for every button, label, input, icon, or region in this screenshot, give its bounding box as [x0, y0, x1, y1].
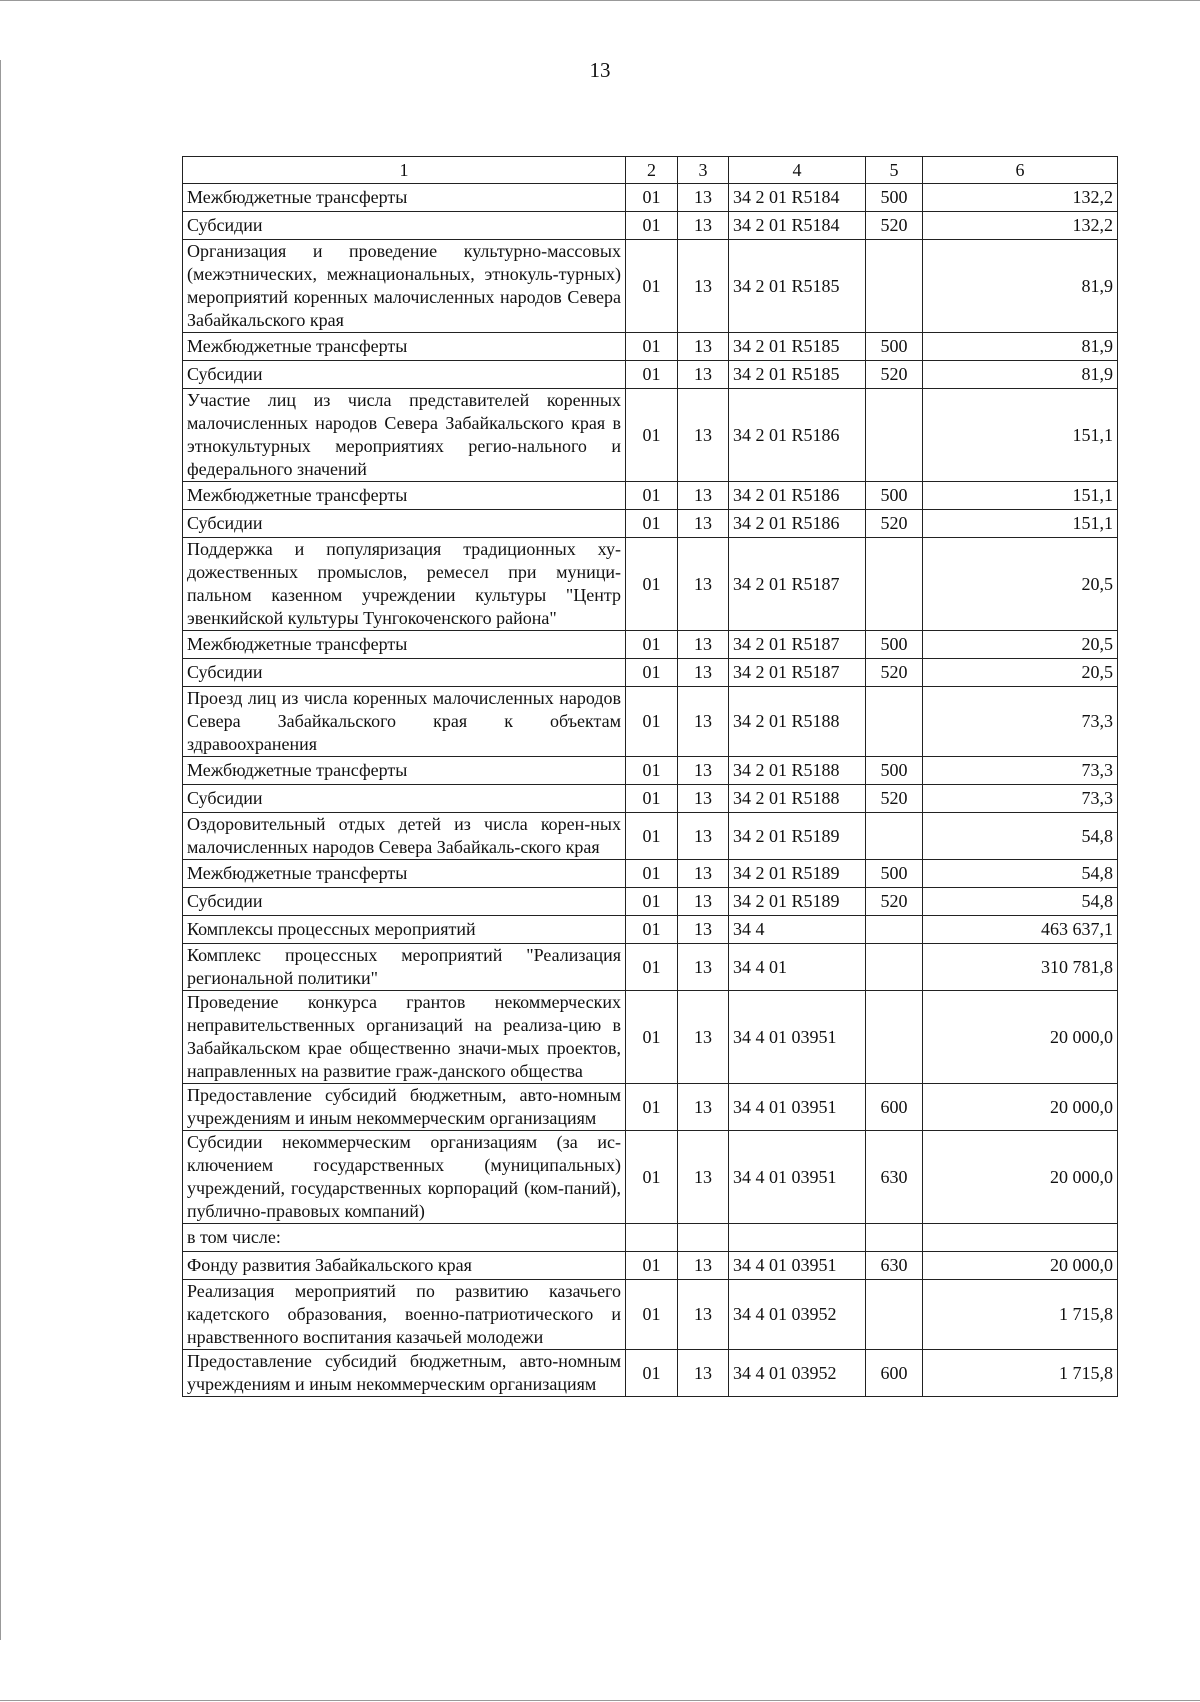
row-target-code: 34 4 01 03952 [729, 1350, 866, 1397]
row-subsection: 13 [678, 482, 729, 510]
row-target-code: 34 2 01 R5184 [729, 184, 866, 212]
row-target-code: 34 2 01 R5186 [729, 482, 866, 510]
row-target-code: 34 2 01 R5185 [729, 240, 866, 333]
row-subsection: 13 [678, 389, 729, 482]
row-section: 01 [626, 389, 678, 482]
row-subsection: 13 [678, 813, 729, 860]
table-row [183, 944, 1118, 991]
row-expense-type: 630 [866, 1252, 923, 1280]
row-subsection: 13 [678, 785, 729, 813]
row-target-code: 34 2 01 R5184 [729, 212, 866, 240]
row-name: Межбюджетные трансферты [183, 631, 626, 659]
row-section: 01 [626, 991, 678, 1084]
row-target-code: 34 2 01 R5188 [729, 757, 866, 785]
row-expense-type [866, 389, 923, 482]
row-target-code: 34 4 01 [729, 944, 866, 991]
row-amount: 151,1 [923, 482, 1118, 510]
row-name: Проезд лиц из числа коренных малочисленных народов Севера Забайкальского края к объектам здравоохранения [183, 687, 626, 757]
table-row [183, 1224, 1118, 1252]
row-section: 01 [626, 1084, 678, 1131]
row-amount: 463 637,1 [923, 916, 1118, 944]
row-expense-type: 520 [866, 361, 923, 389]
table-header-row [183, 157, 1118, 184]
row-target-code: 34 2 01 R5189 [729, 888, 866, 916]
table-row [183, 659, 1118, 687]
row-name: Субсидии некоммерческим организациям (за ис-ключением государственных (муниципальных) учреждений, государственных корпораций (ком-паний), публично-правовых компаний) [183, 1131, 626, 1224]
row-expense-type: 600 [866, 1084, 923, 1131]
row-name: Проведение конкурса грантов некоммерческих неправительственных организаций на реализа-цию в Забайкальском крае общественно значи-мых проектов, направленных на развитие граж-данского общества [183, 991, 626, 1084]
row-section: 01 [626, 1131, 678, 1224]
row-target-code: 34 4 01 03951 [729, 1131, 866, 1224]
header-col-3: 3 [678, 157, 729, 184]
row-name: Субсидии [183, 361, 626, 389]
row-amount: 151,1 [923, 389, 1118, 482]
row-amount [923, 1224, 1118, 1252]
row-target-code: 34 2 01 R5189 [729, 813, 866, 860]
row-name: Субсидии [183, 510, 626, 538]
row-expense-type [866, 991, 923, 1084]
row-amount: 73,3 [923, 757, 1118, 785]
row-section: 01 [626, 916, 678, 944]
row-target-code: 34 4 01 03951 [729, 1252, 866, 1280]
table-row [183, 482, 1118, 510]
budget-table-container [182, 156, 1118, 1397]
row-subsection: 13 [678, 687, 729, 757]
row-amount: 54,8 [923, 888, 1118, 916]
header-col-2: 2 [626, 157, 678, 184]
row-expense-type: 520 [866, 785, 923, 813]
scan-bottom-edge [0, 1700, 1200, 1701]
row-target-code: 34 4 01 03951 [729, 991, 866, 1084]
table-row [183, 916, 1118, 944]
row-amount: 20 000,0 [923, 1131, 1118, 1224]
table-row [183, 888, 1118, 916]
budget-table [182, 156, 1118, 1397]
row-expense-type [866, 813, 923, 860]
row-amount: 81,9 [923, 361, 1118, 389]
row-expense-type: 630 [866, 1131, 923, 1224]
row-section: 01 [626, 944, 678, 991]
row-subsection: 13 [678, 510, 729, 538]
header-col-6: 6 [923, 157, 1118, 184]
row-subsection [678, 1224, 729, 1252]
row-expense-type: 500 [866, 631, 923, 659]
row-name: Реализация мероприятий по развитию казачьего кадетского образования, военно-патриотического и нравственного воспитания казачьей молодежи [183, 1280, 626, 1350]
row-section: 01 [626, 1252, 678, 1280]
row-expense-type [866, 944, 923, 991]
row-amount: 132,2 [923, 184, 1118, 212]
header-col-1: 1 [183, 157, 626, 184]
row-subsection: 13 [678, 757, 729, 785]
table-row [183, 212, 1118, 240]
row-subsection: 13 [678, 333, 729, 361]
table-row [183, 240, 1118, 333]
table-row [183, 333, 1118, 361]
row-subsection: 13 [678, 1350, 729, 1397]
scan-top-edge [0, 0, 1200, 1]
row-name: Субсидии [183, 888, 626, 916]
row-section: 01 [626, 240, 678, 333]
row-section: 01 [626, 659, 678, 687]
row-amount: 54,8 [923, 860, 1118, 888]
row-expense-type: 600 [866, 1350, 923, 1397]
page-number: 13 [589, 58, 611, 82]
row-section: 01 [626, 888, 678, 916]
row-name: Поддержка и популяризация традиционных ху-дожественных промыслов, ремесел при муници-пальном казенном учреждении культуры "Центр эвенкийской культуры Тунгокоченского района" [183, 538, 626, 631]
row-section [626, 1224, 678, 1252]
row-name: Комплексы процессных мероприятий [183, 916, 626, 944]
table-row [183, 860, 1118, 888]
table-row [183, 1252, 1118, 1280]
row-expense-type [866, 1224, 923, 1252]
row-section: 01 [626, 687, 678, 757]
row-section: 01 [626, 333, 678, 361]
row-expense-type [866, 1280, 923, 1350]
row-amount: 54,8 [923, 813, 1118, 860]
row-subsection: 13 [678, 631, 729, 659]
row-expense-type [866, 240, 923, 333]
row-amount: 81,9 [923, 333, 1118, 361]
table-row [183, 1131, 1118, 1224]
row-section: 01 [626, 631, 678, 659]
row-subsection: 13 [678, 240, 729, 333]
row-subsection: 13 [678, 659, 729, 687]
table-row [183, 184, 1118, 212]
row-subsection: 13 [678, 538, 729, 631]
row-expense-type: 520 [866, 659, 923, 687]
row-name: Участие лиц из числа представителей коренных малочисленных народов Севера Забайкальского края в этнокультурных мероприятиях регио-нального и федерального значений [183, 389, 626, 482]
row-section: 01 [626, 212, 678, 240]
row-amount: 20,5 [923, 631, 1118, 659]
row-target-code: 34 4 01 03952 [729, 1280, 866, 1350]
row-expense-type: 500 [866, 482, 923, 510]
row-target-code: 34 2 01 R5185 [729, 361, 866, 389]
header-col-4: 4 [729, 157, 866, 184]
table-row [183, 757, 1118, 785]
row-expense-type: 520 [866, 888, 923, 916]
row-subsection: 13 [678, 860, 729, 888]
row-expense-type [866, 916, 923, 944]
row-section: 01 [626, 538, 678, 631]
row-expense-type [866, 687, 923, 757]
row-name: Межбюджетные трансферты [183, 860, 626, 888]
row-section: 01 [626, 813, 678, 860]
row-target-code: 34 4 01 03951 [729, 1084, 866, 1131]
table-row [183, 1084, 1118, 1131]
row-amount: 20,5 [923, 538, 1118, 631]
table-row [183, 361, 1118, 389]
row-section: 01 [626, 757, 678, 785]
row-amount: 1 715,8 [923, 1280, 1118, 1350]
row-expense-type: 500 [866, 757, 923, 785]
row-target-code: 34 2 01 R5189 [729, 860, 866, 888]
row-section: 01 [626, 860, 678, 888]
row-name: Субсидии [183, 659, 626, 687]
row-name: Межбюджетные трансферты [183, 482, 626, 510]
table-row [183, 687, 1118, 757]
table-row [183, 785, 1118, 813]
row-target-code: 34 2 01 R5187 [729, 538, 866, 631]
header-col-5: 5 [866, 157, 923, 184]
table-row [183, 813, 1118, 860]
row-expense-type: 500 [866, 333, 923, 361]
row-section: 01 [626, 1280, 678, 1350]
table-row [183, 389, 1118, 482]
row-subsection: 13 [678, 888, 729, 916]
row-section: 01 [626, 482, 678, 510]
row-target-code: 34 2 01 R5187 [729, 631, 866, 659]
row-subsection: 13 [678, 184, 729, 212]
row-expense-type: 500 [866, 184, 923, 212]
row-subsection: 13 [678, 991, 729, 1084]
row-target-code: 34 2 01 R5185 [729, 333, 866, 361]
row-target-code: 34 2 01 R5186 [729, 389, 866, 482]
row-subsection: 13 [678, 1252, 729, 1280]
row-name: Предоставление субсидий бюджетным, авто-номным учреждениям и иным некоммерческим организациям [183, 1350, 626, 1397]
row-name: Межбюджетные трансферты [183, 757, 626, 785]
row-name: Субсидии [183, 785, 626, 813]
row-target-code: 34 2 01 R5186 [729, 510, 866, 538]
row-name: Фонду развития Забайкальского края [183, 1252, 626, 1280]
row-name: Оздоровительный отдых детей из числа корен-ных малочисленных народов Севера Забайкаль-ского края [183, 813, 626, 860]
row-name: Комплекс процессных мероприятий "Реализация региональной политики" [183, 944, 626, 991]
row-amount: 151,1 [923, 510, 1118, 538]
row-name: в том числе: [183, 1224, 626, 1252]
row-amount: 20 000,0 [923, 991, 1118, 1084]
row-section: 01 [626, 1350, 678, 1397]
row-amount: 20 000,0 [923, 1252, 1118, 1280]
row-expense-type: 500 [866, 860, 923, 888]
row-target-code: 34 4 [729, 916, 866, 944]
row-amount: 310 781,8 [923, 944, 1118, 991]
table-row [183, 631, 1118, 659]
row-name: Организация и проведение культурно-массовых (межэтнических, межнациональных, этнокуль-турных) мероприятий коренных малочисленных народов Севера Забайкальского края [183, 240, 626, 333]
row-subsection: 13 [678, 1131, 729, 1224]
row-subsection: 13 [678, 916, 729, 944]
row-section: 01 [626, 184, 678, 212]
row-expense-type [866, 538, 923, 631]
table-row [183, 538, 1118, 631]
row-amount: 73,3 [923, 687, 1118, 757]
table-row [183, 1280, 1118, 1350]
row-section: 01 [626, 510, 678, 538]
row-subsection: 13 [678, 361, 729, 389]
row-name: Межбюджетные трансферты [183, 184, 626, 212]
row-name: Субсидии [183, 212, 626, 240]
row-section: 01 [626, 785, 678, 813]
row-target-code [729, 1224, 866, 1252]
row-expense-type: 520 [866, 212, 923, 240]
row-amount: 73,3 [923, 785, 1118, 813]
row-subsection: 13 [678, 944, 729, 991]
row-expense-type: 520 [866, 510, 923, 538]
row-amount: 1 715,8 [923, 1350, 1118, 1397]
row-target-code: 34 2 01 R5188 [729, 687, 866, 757]
row-amount: 132,2 [923, 212, 1118, 240]
table-row [183, 991, 1118, 1084]
row-subsection: 13 [678, 1280, 729, 1350]
row-name: Межбюджетные трансферты [183, 333, 626, 361]
row-target-code: 34 2 01 R5187 [729, 659, 866, 687]
row-amount: 81,9 [923, 240, 1118, 333]
table-row [183, 510, 1118, 538]
row-subsection: 13 [678, 212, 729, 240]
row-subsection: 13 [678, 1084, 729, 1131]
scan-left-edge [0, 60, 1, 1640]
row-target-code: 34 2 01 R5188 [729, 785, 866, 813]
row-amount: 20,5 [923, 659, 1118, 687]
table-row [183, 1350, 1118, 1397]
row-section: 01 [626, 361, 678, 389]
row-name: Предоставление субсидий бюджетным, авто-номным учреждениям и иным некоммерческим организациям [183, 1084, 626, 1131]
row-amount: 20 000,0 [923, 1084, 1118, 1131]
